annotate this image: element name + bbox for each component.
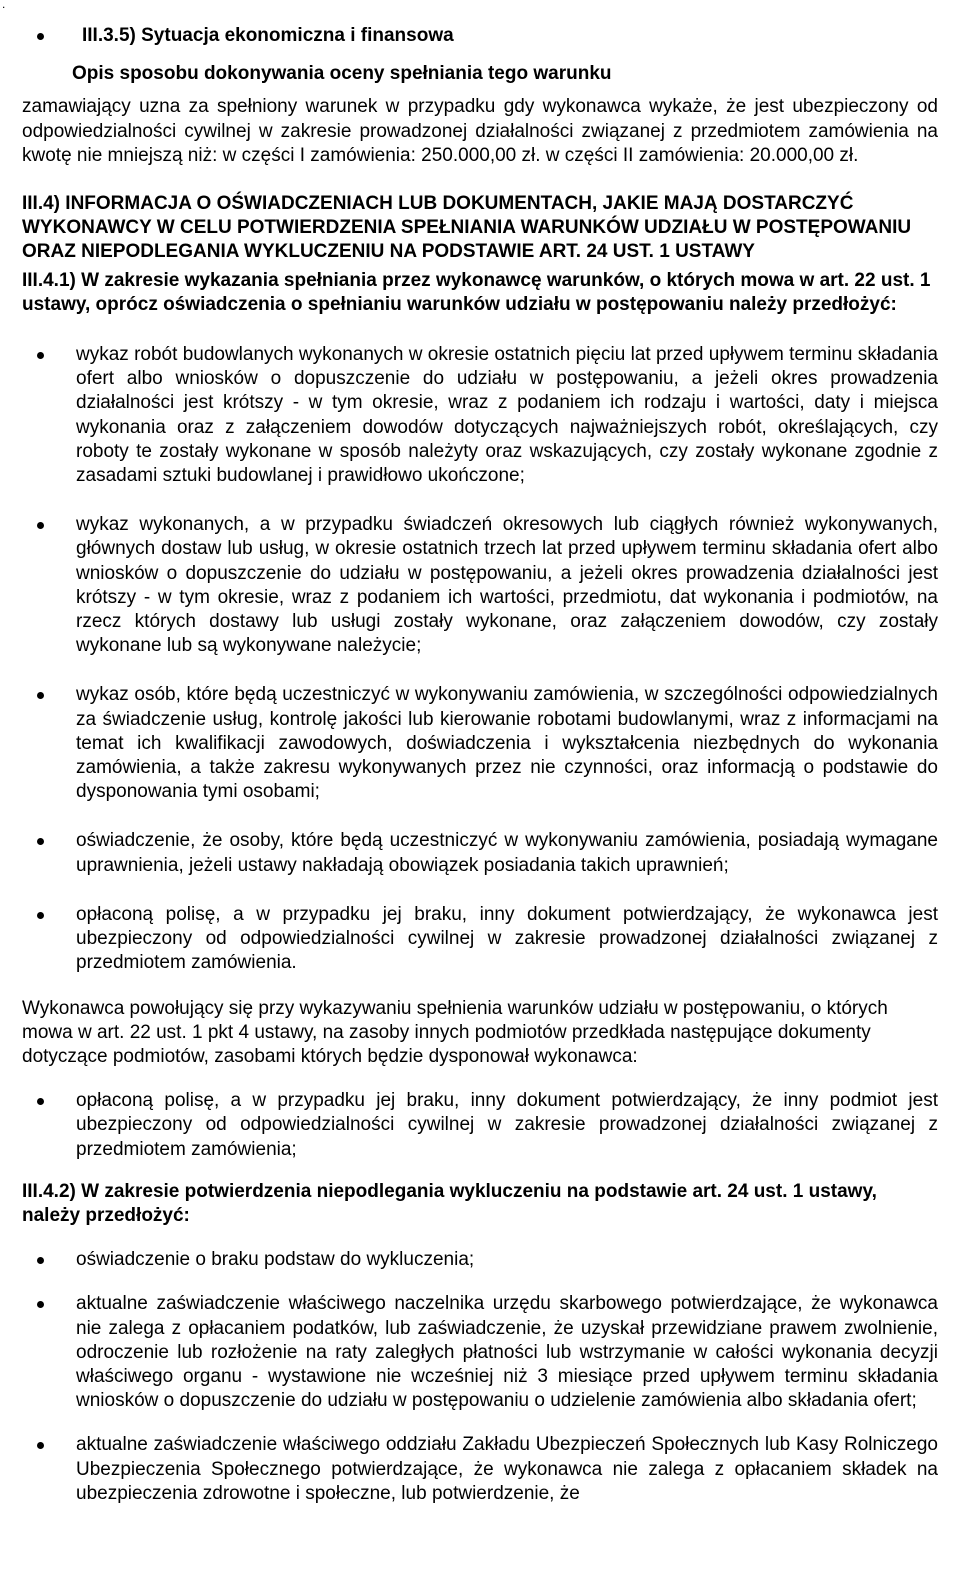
list-item <box>22 1248 938 1272</box>
bullet-icon <box>37 1257 44 1264</box>
section-heading <box>22 24 938 48</box>
bullet-icon <box>37 692 44 699</box>
documents-list-resources <box>22 1089 938 1162</box>
list-item-text: wykaz wykonanych, a w przypadku świadczeń okresowych lub ciągłych również wykonywanych, głównych dostaw lub usług, w okresie ostatnich trzech lat przed upływem terminu składania ofert albo wniosków o dopuszczenie do udziału w postępowaniu, a jeżeli okres prowadzenia działalności jest krótszy - w tym okresie, wraz z podaniem ich wartości, przedmiotu, dat wykonania i podmiotów, na rzecz których dostawy lub usługi zostały wykonane, oraz załączeniem dowodów, czy zostały wykonane lub są wykonywane należycie; <box>76 514 938 657</box>
bullet-icon <box>37 33 44 40</box>
list-item <box>22 1292 938 1413</box>
bullet-icon <box>37 522 44 529</box>
list-item-text: opłaconą polisę, a w przypadku jej braku, inny dokument potwierdzający, że wykonawca jest ubezpieczony od odpowiedzialności cywilnej w zakresie prowadzonej działalności związanej z przedmiotem zamówienia. <box>76 903 938 974</box>
list-item <box>22 829 938 877</box>
list-item-text: opłaconą polisę, a w przypadku jej braku, inny dokument potwierdzający, że inny podmiot jest ubezpieczony od odpowiedzialności cywilnej w zakresie prowadzonej działalności związanej z przedmiotem zamówienia; <box>76 1090 938 1160</box>
list-item-text: oświadczenie, że osoby, które będą uczestniczyć w wykonywaniu zamówienia, posiadają wymagane uprawnienia, jeżeli ustawy nakładają obowiązek posiadania takich uprawnień; <box>76 830 938 876</box>
bullet-icon <box>37 352 44 359</box>
list-item <box>22 343 938 488</box>
list-item-text: oświadczenie o braku podstaw do wykluczenia; <box>76 1249 475 1271</box>
list-item-text: wykaz robót budowlanych wykonanych w okresie ostatnich pięciu lat przed upływem terminu składania ofert albo wniosków o dopuszczenie do udziału w postępowaniu, a jeżeli okres prowadzenia działalności jest krótszy - w tym okresie, wraz z podaniem ich rodzaju i wartości, daty i miejsca wykonania oraz z załączeniem dowodów dotyczących najważniejszych robót, określających, czy roboty te zostały wykonane w sposób należyty oraz wskazujących, czy zostały wykonane zgodnie z zasadami sztuki budowlanej i prawidłowo ukończone; <box>76 344 938 487</box>
bullet-icon <box>37 838 44 845</box>
section-4-1-heading: III.4.1) W zakresie wykazania spełniania przez wykonawcę warunków, o których mowa w art. 22 ust. 1 ustawy, oprócz oświadczenia o spełnianiu warunków udziału w postępowaniu należy przedłożyć: <box>22 269 931 315</box>
bullet-icon <box>37 1442 44 1449</box>
list-item <box>22 513 938 658</box>
section-4-2-heading: III.4.2) W zakresie potwierdzenia niepodlegania wykluczeniu na podstawie art. 24 ust. 1 ustawy, należy przedłożyć: <box>22 1180 877 1226</box>
section-heading-text: III.3.5) Sytuacja ekonomiczna i finansowa <box>82 25 454 46</box>
section-4-heading: III.4) INFORMACJA O OŚWIADCZENIACH LUB DOKUMENTACH, JAKIE MAJĄ DOSTARCZYĆ WYKONAWCY W CELU POTWIERDZENIA SPEŁNIANIA WARUNKÓW UDZIAŁU W POSTĘPOWANIU ORAZ NIEPODLEGANIA WYKLUCZENIU NA PODSTAWIE ART. 24 UST. 1 USTAWY <box>22 193 912 263</box>
list-item-text: wykaz osób, które będą uczestniczyć w wykonywaniu zamówienia, w szczególności odpowiedzialnych za świadczenie usług, kontrolę jakości lub kierowanie robotami budowlanymi, wraz z informacjami na temat ich kwalifikacji zawodowych, doświadczenia i wykształcenia niezbędnych do wykonania zamówienia, a także zakresu wykonywanych przez nie czynności, oraz informacją o podstawie do dysponowania tymi osobami; <box>76 684 938 803</box>
list-item-text: aktualne zaświadczenie właściwego naczelnika urzędu skarbowego potwierdzające, że wykonawca nie zalega z opłacaniem podatków, lub zaświadczenie, że uzyskał przewidziane prawem zwolnienie, odroczenie lub rozłożenie na raty zaległych płatności lub wstrzymanie w całości wykonania decyzji właściwego organu - wystawione nie wcześniej niż 3 miesiące przed upływem terminu składania wniosków o dopuszczenie do udziału w postępowaniu o udzielenie zamówienia albo składania ofert; <box>76 1293 938 1412</box>
subheading: Opis sposobu dokonywania oceny spełniania tego warunku <box>72 63 612 85</box>
bullet-icon <box>37 912 44 919</box>
documents-list-4-1 <box>22 343 938 975</box>
document-page <box>22 0 938 1506</box>
list-item <box>22 1089 938 1162</box>
condition-paragraph: zamawiający uzna za spełniony warunek w przypadku gdy wykonawca wykaże, że jest ubezpieczony od odpowiedzialności cywilnej w zakresie prowadzonej działalności związanej z przedmiotem zamówienia na kwotę nie mniejszą niż: w części I zamówienia: 250.000,00 zł. w części II zamówienia: 20.000,00 zł. <box>22 96 938 166</box>
list-item <box>22 683 938 804</box>
list-item-text: aktualne zaświadczenie właściwego oddziału Zakładu Ubezpieczeń Społecznych lub Kasy Rolniczego Ubezpieczenia Społecznego potwierdzające, że wykonawca nie zalega z opłacaniem składek na ubezpieczenia zdrowotne i społeczne, lub potwierdzenie, że <box>76 1434 938 1504</box>
bullet-icon <box>37 1098 44 1105</box>
resources-paragraph: Wykonawca powołujący się przy wykazywaniu spełnienia warunków udziału w postępowaniu, o których mowa w art. 22 ust. 1 pkt 4 ustawy, na zasoby innych podmiotów przedkłada następujące dokumenty dotyczące podmiotów, zasobami których będzie dysponował wykonawca: <box>22 997 888 1067</box>
list-item <box>22 1433 938 1506</box>
bullet-icon <box>37 1301 44 1308</box>
list-item <box>22 903 938 976</box>
documents-list-4-2 <box>22 1248 938 1506</box>
corner-mark: . <box>2 0 6 11</box>
